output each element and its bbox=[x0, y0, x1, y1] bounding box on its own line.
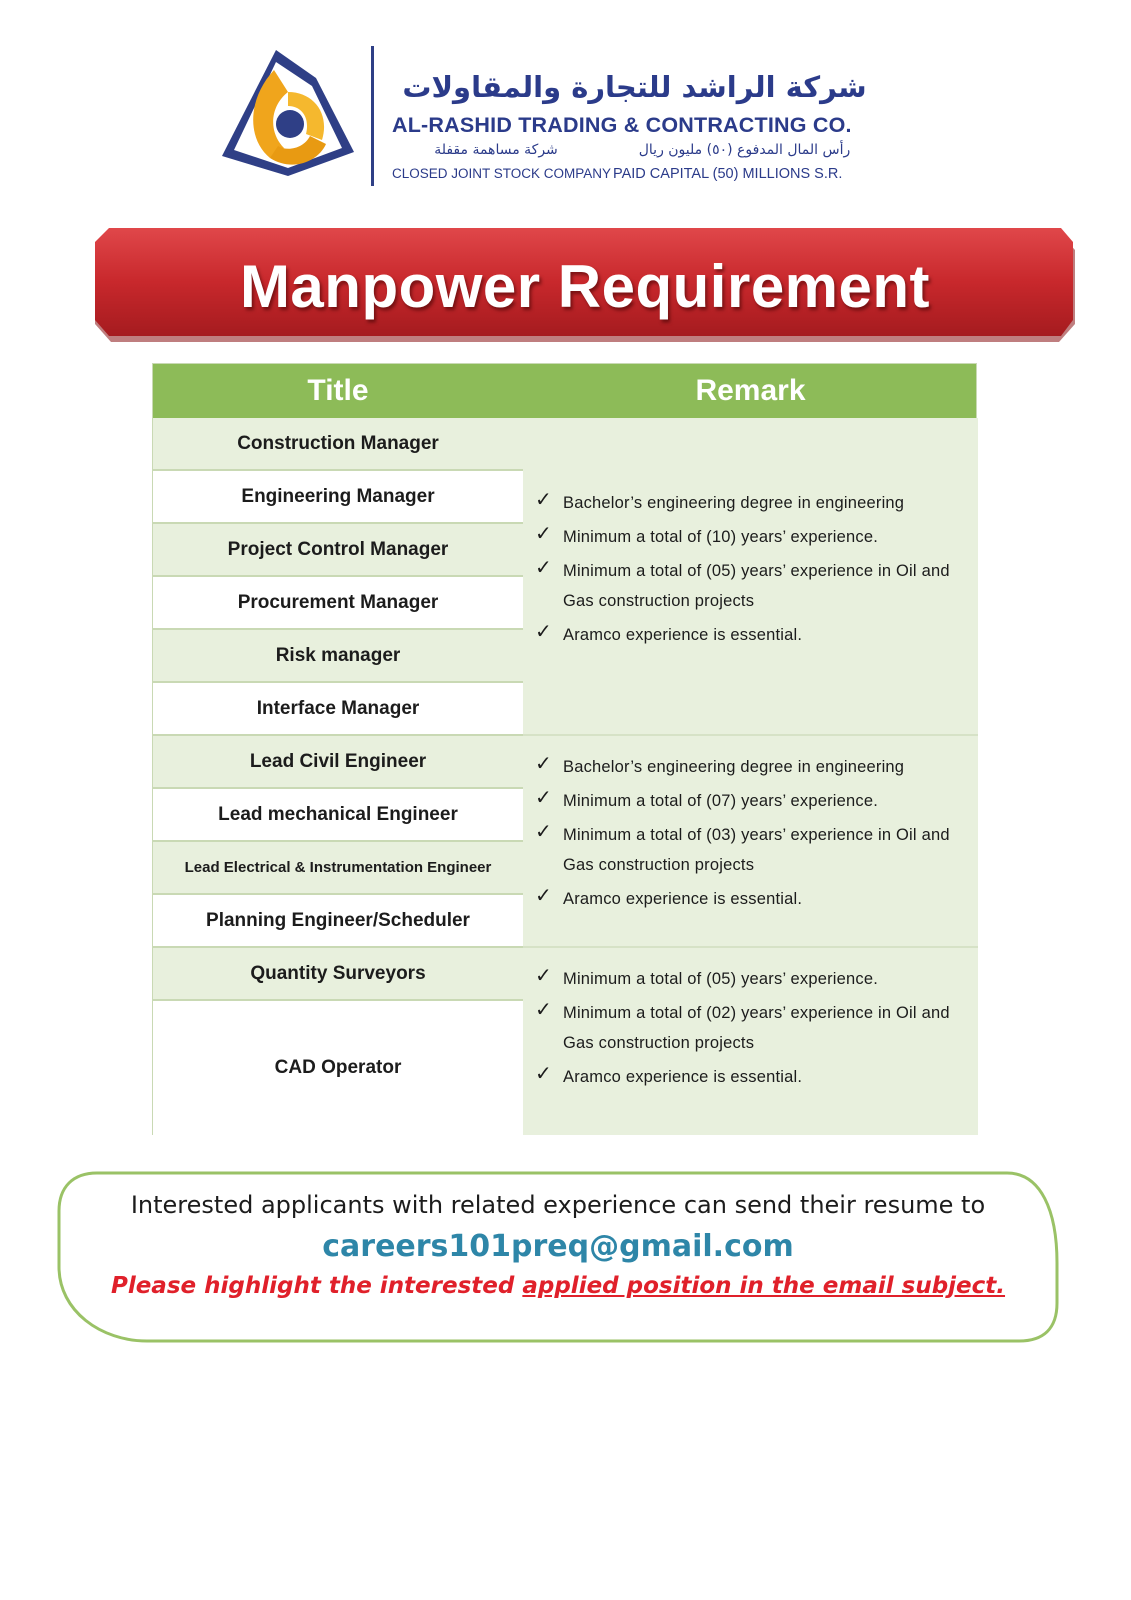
list-item: ✓ Minimum a total of (05) years’ experience in Oil and Gas construction projects bbox=[535, 556, 965, 616]
table-row-title: Lead mechanical Engineer bbox=[153, 789, 523, 842]
header-divider bbox=[371, 46, 374, 186]
column-header-title: Title bbox=[307, 374, 369, 407]
company-capital-arabic: رأس المال المدفوع (٥٠) مليون ريال bbox=[638, 142, 851, 158]
company-type-arabic: شركة مساهمة مقفلة bbox=[434, 142, 558, 158]
table-row-title: CAD Operator bbox=[153, 1001, 523, 1135]
table-row-title: Engineering Manager bbox=[153, 471, 523, 524]
table-row-title: Lead Electrical & Instrumentation Engineer bbox=[153, 842, 523, 895]
list-item: ✓ Minimum a total of (10) years’ experience. bbox=[535, 522, 965, 552]
table-row-title: Quantity Surveyors bbox=[153, 948, 523, 1001]
contact-note: Please highlight the interested applied position in the email subject. bbox=[110, 1273, 1006, 1299]
list-item: ✓ Minimum a total of (05) years’ experience. bbox=[535, 964, 965, 994]
check-icon: ✓ bbox=[535, 521, 552, 545]
list-item: ✓ Aramco experience is essential. bbox=[535, 620, 965, 650]
list-item: ✓ Aramco experience is essential. bbox=[535, 1062, 965, 1092]
check-icon: ✓ bbox=[535, 487, 552, 511]
company-name-english: AL-RASHID TRADING & CONTRACTING CO. bbox=[392, 113, 852, 137]
remark-group-support bbox=[523, 948, 978, 1135]
table-row-title: Lead Civil Engineer bbox=[153, 736, 523, 789]
table-row-title: Project Control Manager bbox=[153, 524, 523, 577]
remark-group-managers bbox=[523, 418, 978, 736]
check-icon: ✓ bbox=[535, 997, 552, 1021]
requirements-table bbox=[152, 363, 977, 1135]
table-row-title: Risk manager bbox=[153, 630, 523, 683]
table-row-title: Interface Manager bbox=[153, 683, 523, 736]
table-row-title: Construction Manager bbox=[153, 418, 523, 471]
remark-group-leads bbox=[523, 736, 978, 948]
list-item: ✓ Minimum a total of (03) years’ experience in Oil and Gas construction projects bbox=[535, 820, 965, 880]
contact-email-link[interactable]: careers101preq@gmail.com bbox=[322, 1229, 794, 1264]
table-header bbox=[153, 364, 976, 418]
check-icon: ✓ bbox=[535, 819, 552, 843]
list-item: ✓ Minimum a total of (07) years’ experience. bbox=[535, 786, 965, 816]
title-banner bbox=[91, 228, 1079, 346]
contact-intro: Interested applicants with related experience can send their resume to bbox=[130, 1191, 986, 1219]
company-type-english: CLOSED JOINT STOCK COMPANY bbox=[392, 166, 612, 181]
list-item: ✓ Aramco experience is essential. bbox=[535, 884, 965, 914]
list-item: ✓ Minimum a total of (02) years’ experience in Oil and Gas construction projects bbox=[535, 998, 965, 1058]
page-title: Manpower Requirement bbox=[239, 253, 931, 320]
company-capital-english: PAID CAPITAL (50) MILLIONS S.R. bbox=[613, 166, 843, 182]
check-icon: ✓ bbox=[535, 963, 552, 987]
list-item: ✓ Bachelor’s engineering degree in engineering bbox=[535, 752, 965, 782]
table-row-title: Procurement Manager bbox=[153, 577, 523, 630]
company-name-arabic: شركة الراشد للتجارة والمقاولات bbox=[402, 70, 867, 104]
list-item: ✓ Bachelor’s engineering degree in engineering bbox=[535, 488, 965, 518]
check-icon: ✓ bbox=[535, 751, 552, 775]
check-icon: ✓ bbox=[535, 1061, 552, 1085]
check-icon: ✓ bbox=[535, 785, 552, 809]
check-icon: ✓ bbox=[535, 555, 552, 579]
table-row-title: Planning Engineer/Scheduler bbox=[153, 895, 523, 948]
contact-box bbox=[57, 1171, 1059, 1343]
check-icon: ✓ bbox=[535, 619, 552, 643]
check-icon: ✓ bbox=[535, 883, 552, 907]
company-logo-icon bbox=[218, 48, 358, 178]
column-header-remark: Remark bbox=[695, 374, 806, 407]
